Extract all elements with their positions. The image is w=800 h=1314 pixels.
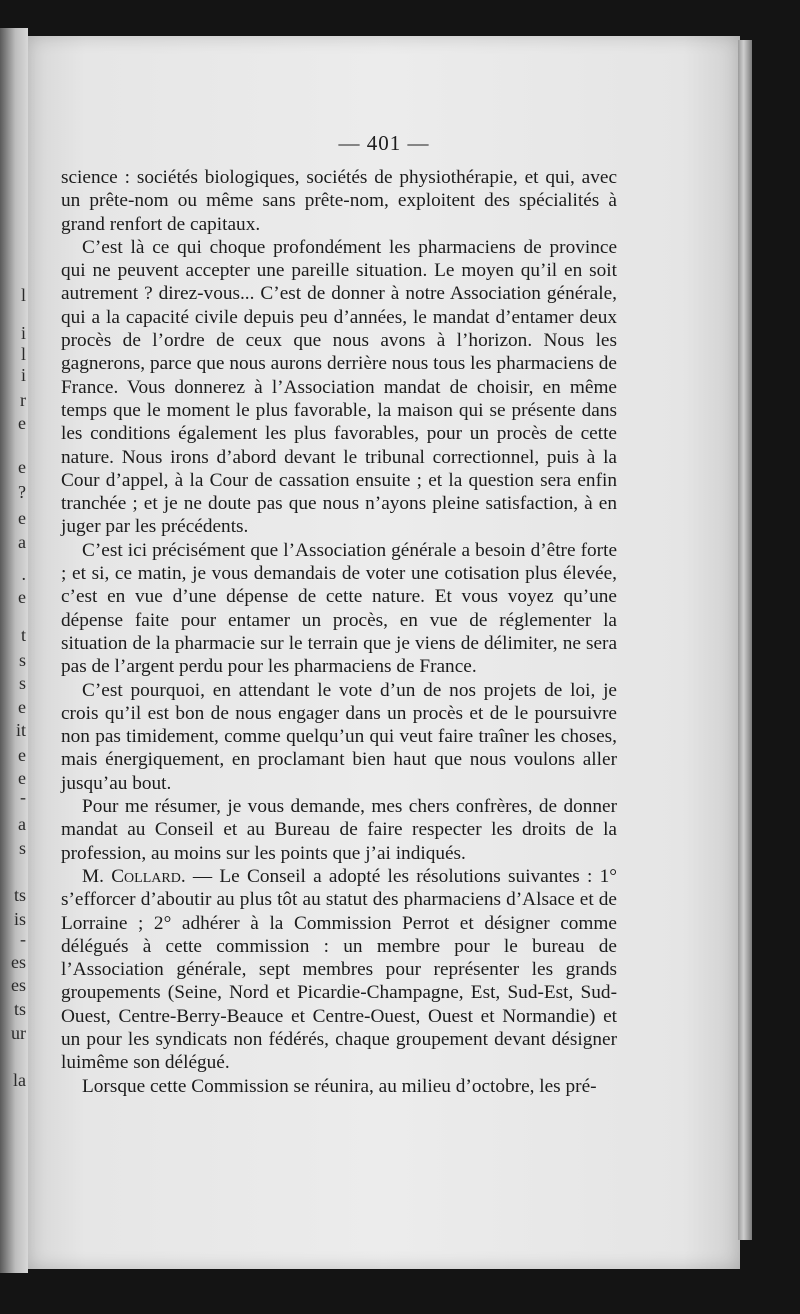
margin-fragment: - [20,787,26,807]
margin-fragment: r [20,390,26,410]
paragraph: C’est ici précisément que l’Association générale a besoin d’être forte ; et si, ce matin, je vous demandais de voter une cotisation plus élevée, c’est en vue d’une dépense de cette nature. Et vous voyez qu’une dépense faite pour entamer un procès, en vue de réglementer la situation de la pharmacie sur le terrain que je viens de délimiter, ne sera pas de l’argent perdu pour les pharmaciens de France. [61,539,617,678]
margin-fragment: la [13,1070,26,1090]
margin-fragment: i [20,323,26,343]
margin-fragment: s [18,650,26,670]
margin-fragment: e [18,697,26,717]
margin-fragment: e [18,768,26,788]
margin-fragment: ur [11,1023,26,1043]
margin-fragment: ? [18,482,26,502]
margin-fragment: s [18,838,26,858]
margin-fragment: ts [13,999,26,1019]
margin-fragment: . [21,564,26,584]
margin-fragment: i [20,365,26,385]
margin-fragment: s [18,673,26,693]
margin-fragment: a [18,532,26,552]
paragraph-text: — Le Conseil a adopté les résolutions suivantes : 1° s’efforcer d’aboutir au plus tôt au statut des pharmaciens d’Alsace et de Lorraine ; 2° adhérer à la Commission Perrot et désigner comme délégués à cette commission : un membre pour le bureau de l’Association générale, sept membres pour représenter les grands groupements (Seine, Nord et Picardie-Champagne, Est, Sud-Est, Sud-Ouest, Centre-Berry-Beauce et Centre-Ouest, Ouest et Normandie) et un pour les syndicats non fédérés, chaque groupement devant désigner luimême son délégué. [61,865,617,1074]
page-body [61,166,617,1098]
paragraph [61,865,617,1075]
paragraph: Lorsque cette Commission se réunira, au milieu d’octobre, les pré- [82,1075,597,1097]
margin-fragment: it [15,720,26,740]
paragraph: Pour me résumer, je vous demande, mes chers confrères, de donner mandat au Conseil et au Bureau de faire respecter les droits de la profession, au moins sur les points que j’ai indiqués. [61,796,617,864]
margin-fragment: ts [13,885,26,905]
margin-fragment: t [20,625,26,645]
paragraph: C’est pourquoi, en attendant le vote d’un de nos projets de loi, je crois qu’il est bon de nous engager dans un procès et de le poursuivre non pas timidement, comme quelqu’un qui veut faire traîner les choses, mais énergiquement, en proclamant bien haut que nous voulons aller jusqu’au bout. [61,679,617,794]
margin-fragment: - [20,929,26,949]
page-number: — 401 — [338,131,430,155]
paragraph: C’est là ce qui choque profondément les pharmaciens de province qui ne peuvent accepter une pareille situation. Le moyen qu’il en soit autrement ? direz-vous... C’est de donner à notre Association générale, qui a la capacité civile depuis peu d’années, le mandat d’entamer deux procès de l’ordre de ceux que nous avons à l’horizon. Nous les gagnerons, parce que nous aurons derrière nous tous les pharmaciens de France. Vous donnerez à l’Association mandat de choisir, en même temps que le moment le plus favorable, la maison qui se présente dans les conditions également les plus favorables, pour un procès de cette nature. Nous irons d’abord devant le tribunal correctionnel, puis à la Cour d’appel, à la Cour de cassation ensuite ; et la question sera enfin tranchée ; et je ne doute pas que nous n’ayons pleine satisfaction, à en juger par les précédents. [61,236,617,538]
margin-fragment: e [18,745,26,765]
margin-fragment: e [18,508,26,528]
facing-page-edge [0,28,28,1273]
margin-fragment: a [18,814,26,834]
book-page [28,36,740,1269]
paragraph: science : sociétés biologiques, sociétés de physiothérapie, et qui, avec un prête-nom ou même sans prête-nom, exploitent des spécialités à grand renfort de capitaux. [61,167,617,235]
margin-fragment: l [20,344,26,364]
margin-fragment: es [11,975,26,995]
margin-fragment: is [13,909,26,929]
margin-fragment: es [11,952,26,972]
margin-fragment: e [18,457,26,477]
margin-fragment: l [20,285,26,305]
margin-fragment: e [18,413,26,433]
page-edge-shadow [738,40,752,1240]
margin-fragment: e [18,587,26,607]
speaker-name: M. Collard. [82,865,186,887]
